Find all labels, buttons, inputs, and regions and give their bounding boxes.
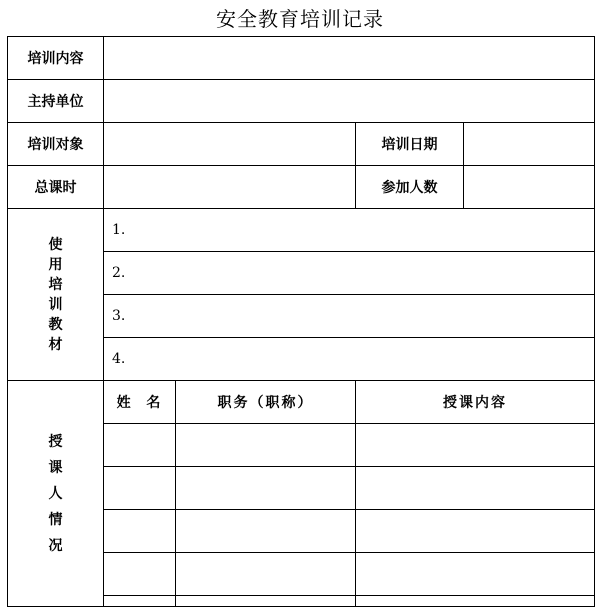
instructor-content-cell[interactable] (356, 424, 595, 467)
row-target-date (8, 123, 595, 166)
training-target-field[interactable] (104, 123, 356, 166)
host-unit-field[interactable] (104, 80, 595, 123)
instructor-name-cell[interactable] (104, 553, 176, 596)
training-content-field[interactable] (104, 37, 595, 80)
instructor-name-cell[interactable] (104, 467, 176, 510)
row-training-content (8, 37, 595, 80)
instructor-position-cell[interactable] (176, 510, 356, 553)
materials-label-char: 训 (48, 296, 63, 313)
instructor-content-cell[interactable] (356, 553, 595, 596)
host-unit-label: 主持单位 (8, 80, 104, 123)
page-title: 安全教育培训记录 (216, 7, 384, 31)
content-column-header: 授课内容 (356, 381, 595, 424)
instructor-content-cell[interactable] (356, 467, 595, 510)
row-host-unit (8, 80, 595, 123)
materials-label-char: 教 (48, 316, 63, 333)
instructor-header-row (8, 381, 595, 424)
training-content-label: 培训内容 (8, 37, 104, 80)
training-date-label: 培训日期 (356, 123, 464, 166)
row-hours-attendees (8, 166, 595, 209)
material-item-4[interactable]: 4. (104, 338, 595, 381)
instructor-label-char: 况 (48, 537, 63, 554)
instructor-content-cell[interactable] (356, 510, 595, 553)
instructor-label-char: 情 (48, 511, 63, 528)
instructor-name-cell[interactable] (104, 510, 176, 553)
instructor-position-cell[interactable] (176, 424, 356, 467)
materials-label-char: 用 (48, 256, 63, 273)
training-target-label: 培训对象 (8, 123, 104, 166)
materials-label-char: 材 (48, 336, 63, 353)
material-item-3[interactable]: 3. (104, 295, 595, 338)
total-hours-label: 总课时 (8, 166, 104, 209)
attendees-field[interactable] (464, 166, 595, 209)
material-item-1[interactable]: 1. (104, 209, 595, 252)
instructor-position-cell[interactable] (176, 467, 356, 510)
instructor-info-label (8, 381, 104, 607)
name-column-header: 姓 名 (104, 381, 176, 424)
instructor-name-cell[interactable] (104, 596, 176, 607)
total-hours-field[interactable] (104, 166, 356, 209)
instructor-label-char: 课 (48, 459, 63, 476)
materials-label (8, 209, 104, 381)
row-material-1 (8, 209, 595, 252)
attendees-label: 参加人数 (356, 166, 464, 209)
training-record-table (7, 36, 595, 607)
instructor-content-cell[interactable] (356, 596, 595, 607)
training-date-field[interactable] (464, 123, 595, 166)
instructor-label-char: 授 (48, 433, 63, 450)
instructor-name-cell[interactable] (104, 424, 176, 467)
material-item-2[interactable]: 2. (104, 252, 595, 295)
materials-label-char: 培 (48, 276, 63, 293)
instructor-position-cell[interactable] (176, 553, 356, 596)
instructor-position-cell[interactable] (176, 596, 356, 607)
instructor-label-char: 人 (48, 485, 63, 502)
position-column-header: 职务（职称） (176, 381, 356, 424)
materials-label-char: 使 (48, 236, 63, 253)
